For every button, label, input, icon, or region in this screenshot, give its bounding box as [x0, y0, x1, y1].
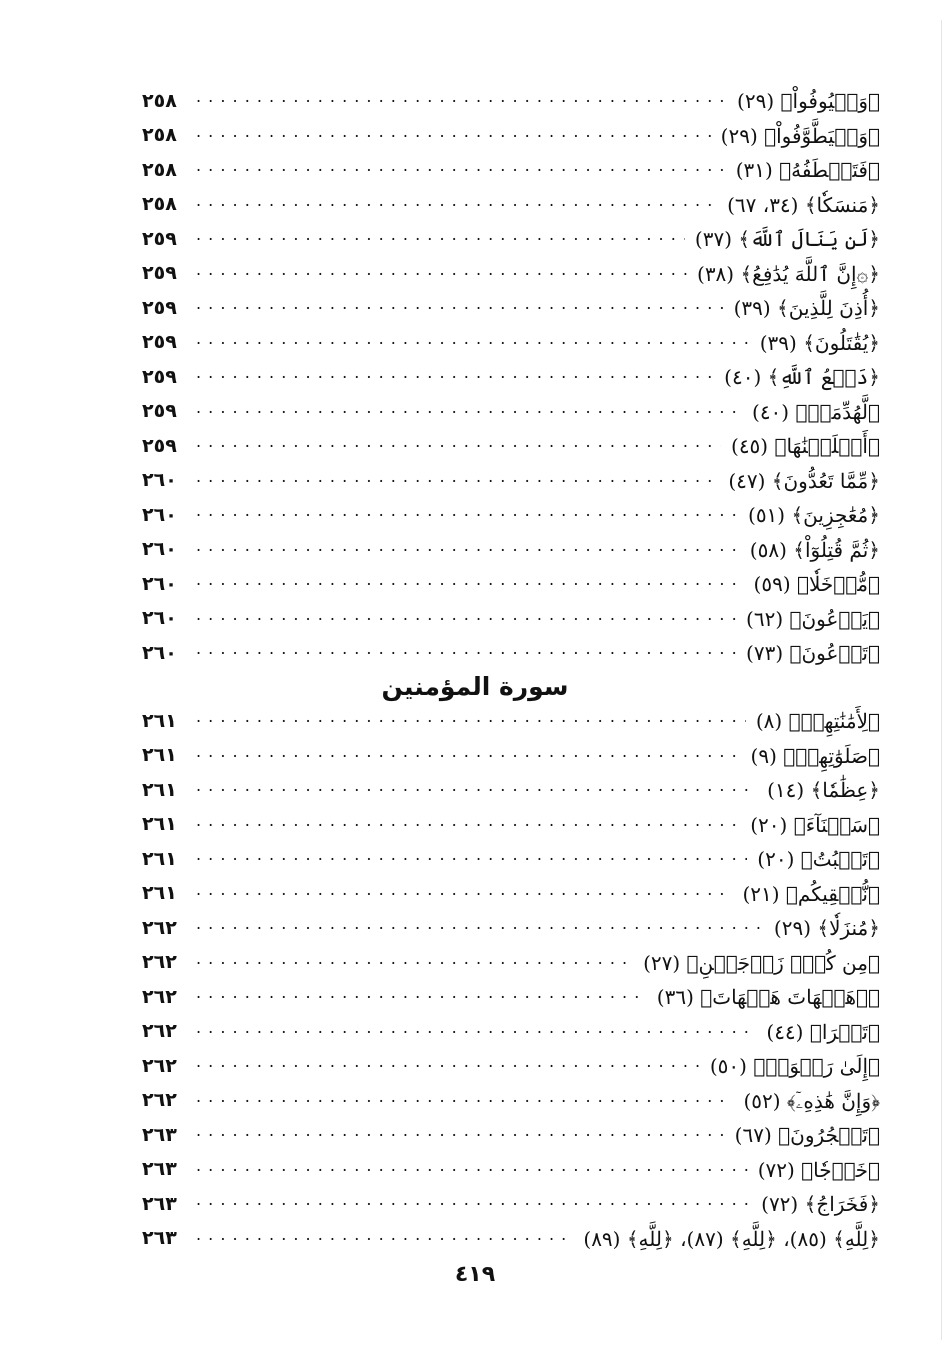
dot-leader — [196, 126, 711, 146]
entry-word: ﴿مَنسَكٗا﴾ (٣٤، ٦٧) — [727, 192, 880, 217]
dot-leader — [196, 987, 647, 1007]
dot-leader — [196, 333, 750, 353]
entry-word: ﴿تَتۡرَا﴾ (٤٤) — [766, 1019, 880, 1044]
index-entry — [142, 153, 880, 188]
entry-page-number: ٢٦١ — [142, 882, 177, 905]
entry-word: ﴿سَيۡنَآءَ﴾ (٢٠) — [750, 812, 880, 837]
entry-word: ﴿مُّدۡخَلٗا﴾ (٥٩) — [753, 572, 880, 597]
index-entry — [142, 602, 880, 637]
index-entry — [142, 395, 880, 430]
index-entry — [142, 464, 880, 499]
entry-word: ﴿نُّسۡقِيكُم﴾ (٢١) — [742, 881, 880, 906]
index-entry — [142, 1015, 880, 1050]
entry-page-number: ٢٦٣ — [142, 1123, 177, 1146]
dot-leader — [196, 849, 747, 869]
entry-word: ﴿مِن كُلّٖ زَوۡجَيۡنِ﴾ (٢٧) — [643, 950, 880, 975]
entry-word: ﴿فَخَرَاجُ﴾ (٧٢) — [761, 1192, 880, 1217]
dot-leader — [196, 609, 736, 629]
entry-page-number: ٢٦٣ — [142, 1227, 177, 1250]
entry-word: ﴿۞هَيۡهَاتَ هَيۡهَاتَ﴾ (٣٦) — [656, 985, 880, 1010]
entry-word: ﴿عِظَٰمٗا﴾ (١٤) — [767, 778, 880, 803]
dot-leader — [196, 1194, 751, 1214]
dot-leader — [196, 471, 718, 491]
entry-page-number: ٢٦٢ — [142, 1089, 177, 1112]
scan-margin-line — [941, 20, 942, 1340]
entry-page-number: ٢٥٨ — [142, 124, 177, 147]
entry-page-number: ٢٦٢ — [142, 951, 177, 974]
entry-word: ﴿إِلَىٰ رَبۡوَةٖ﴾ (٥٠) — [709, 1054, 880, 1079]
entry-word: ﴿دَفۡعُ ٱللَّهِ﴾ (٤٠) — [724, 365, 880, 390]
page-number: ٤١٩ — [454, 1262, 496, 1287]
entry-page-number: ٢٦٢ — [142, 1020, 177, 1043]
entry-word: ﴿لَن يَنَالَ ٱللَّهَ﴾ (٣٧) — [694, 227, 880, 252]
index-entry — [142, 1049, 880, 1084]
dot-leader — [196, 746, 741, 766]
index-entry — [142, 257, 880, 292]
entry-page-number: ٢٦٢ — [142, 1054, 177, 1077]
entry-page-number: ٢٦٢ — [142, 916, 177, 939]
dot-leader — [196, 298, 724, 318]
entry-page-number: ٢٦٠ — [142, 469, 177, 492]
index-entry — [142, 1153, 880, 1188]
entry-page-number: ٢٦١ — [142, 744, 177, 767]
entry-page-number: ٢٦١ — [142, 778, 177, 801]
entry-word: ﴿يُقَٰتَلُونَ﴾ (٣٩) — [759, 330, 880, 355]
entry-page-number: ٢٥٨ — [142, 193, 177, 216]
dot-leader — [196, 815, 740, 835]
entry-word: ﴿مُعَٰجِزِينَ﴾ (٥١) — [748, 503, 880, 528]
entry-word: ﴿خَرۡجٗا﴾ (٧٢) — [757, 1157, 880, 1182]
entry-page-number: ٢٥٩ — [142, 365, 177, 388]
dot-leader — [196, 884, 732, 904]
index-entry — [142, 877, 880, 912]
entry-page-number: ٢٥٩ — [142, 262, 177, 285]
dot-leader — [196, 1022, 756, 1042]
dot-leader — [196, 1091, 733, 1111]
entry-page-number: ٢٥٨ — [142, 158, 177, 181]
entry-page-number: ٢٥٩ — [142, 434, 177, 457]
dot-leader — [196, 540, 740, 560]
entry-page-number: ٢٦٠ — [142, 503, 177, 526]
index-entry — [142, 429, 880, 464]
entry-page-number: ٢٦٠ — [142, 538, 177, 561]
index-entry — [142, 119, 880, 154]
entry-word: ﴿صَلَوَٰتِهِمۡ﴾ (٩) — [750, 743, 880, 768]
index-entry — [142, 946, 880, 981]
dot-leader — [196, 1160, 748, 1180]
entry-word: ﴿وَلۡيَطَّوَّفُواْ﴾ (٢٩) — [720, 123, 880, 148]
entry-word: ﴿أُذِنَ لِلَّذِينَ﴾ (٣٩) — [733, 296, 880, 321]
dot-leader — [196, 229, 685, 249]
index-entry — [142, 773, 880, 808]
entry-page-number: ٢٦٣ — [142, 1192, 177, 1215]
entry-page-number: ٢٥٨ — [142, 89, 177, 112]
entry-word: ﴿يَدۡعُونَ﴾ (٦٢) — [746, 606, 880, 631]
entry-word: ﴿لِأَمَٰنَٰتِهِمۡ﴾ (٨) — [755, 709, 880, 734]
entry-word: ﴿وَلۡيُوفُواْ﴾ (٢٩) — [737, 89, 880, 114]
index-entry — [142, 808, 880, 843]
dot-leader — [196, 574, 744, 594]
entry-page-number: ٢٦٣ — [142, 1158, 177, 1181]
index-entry — [142, 980, 880, 1015]
entry-word: ﴿تَنۢبُتُ﴾ (٢٠) — [757, 847, 880, 872]
dot-leader — [196, 711, 746, 731]
dot-leader — [196, 402, 742, 422]
index-section-2 — [142, 704, 880, 1256]
dot-leader — [196, 1229, 573, 1249]
entry-word: ﴿مُنزَلٗا﴾ (٢٩) — [773, 916, 880, 941]
dot-leader — [196, 505, 738, 525]
entry-page-number: ٢٥٩ — [142, 400, 177, 423]
surah-title: سورة المؤمنين — [381, 672, 569, 701]
dot-leader — [196, 264, 687, 284]
index-entry — [142, 1118, 880, 1153]
index-entry — [142, 1084, 880, 1119]
entry-page-number: ٢٦٢ — [142, 985, 177, 1008]
dot-leader — [196, 1125, 725, 1145]
dot-leader — [196, 953, 633, 973]
index-entry — [142, 84, 880, 119]
entry-word: ﴿۞إِنَّ ٱللَّهَ يُدَٰفِعُ﴾ (٣٨) — [697, 261, 880, 286]
entry-word: ﴿لَّهُدِّمَتۡ﴾ (٤٠) — [752, 399, 880, 424]
dot-leader — [196, 1056, 700, 1076]
entry-page-number: ٢٥٩ — [142, 331, 177, 354]
dot-leader — [196, 195, 717, 215]
index-entry — [142, 567, 880, 602]
index-entry — [142, 704, 880, 739]
index-entry — [142, 1187, 880, 1222]
index-entry — [142, 842, 880, 877]
entry-word: ﴿تَهۡجُرُونَ﴾ (٦٧) — [734, 1123, 880, 1148]
index-entry — [142, 222, 880, 257]
dot-leader — [196, 160, 726, 180]
entry-page-number: ٢٥٩ — [142, 296, 177, 319]
entry-page-number: ٢٥٩ — [142, 227, 177, 250]
index-entry — [142, 636, 880, 671]
entry-page-number: ٢٦١ — [142, 709, 177, 732]
entry-word: ﴿فَتَخۡطَفُهُ﴾ (٣١) — [735, 158, 880, 183]
entry-word: ﴿ثُمَّ قُتِلُوٓاْ﴾ (٥٨) — [749, 537, 880, 562]
dot-leader — [196, 367, 714, 387]
entry-page-number: ٢٦٠ — [142, 572, 177, 595]
dot-leader — [196, 436, 721, 456]
dot-leader — [196, 918, 764, 938]
index-entry — [142, 326, 880, 361]
dot-leader — [196, 643, 736, 663]
entry-page-number: ٢٦١ — [142, 813, 177, 836]
entry-page-number: ٢٦١ — [142, 847, 177, 870]
entry-word: ﴿مِّمَّا تَعُدُّونَ﴾ (٤٧) — [728, 468, 880, 493]
index-entry — [142, 911, 880, 946]
index-entry — [142, 360, 880, 395]
index-entry — [142, 739, 880, 774]
index-entry — [142, 188, 880, 223]
entry-page-number: ٢٦٠ — [142, 607, 177, 630]
index-entry — [142, 533, 880, 568]
dot-leader — [196, 91, 727, 111]
entry-word: ﴿وَإِنَّ هَٰذِهِۦٓ﴾ (٥٢) — [743, 1088, 880, 1113]
entry-word: ﴿تَدۡعُونَ﴾ (٧٣) — [746, 641, 880, 666]
entry-word: ﴿لِلَّهِ﴾ (٨٥)، ﴿لِلَّهِ﴾ (٨٧)، ﴿لِلَّهِ﴾ (٨٩) — [583, 1226, 880, 1251]
index-entry — [142, 1222, 880, 1257]
index-entry — [142, 498, 880, 533]
entry-word: ﴿أَهۡلَكۡنَٰهَا﴾ (٤٥) — [731, 434, 880, 459]
dot-leader — [196, 780, 757, 800]
index-section-1 — [142, 84, 880, 671]
entry-page-number: ٢٦٠ — [142, 641, 177, 664]
index-entry — [142, 291, 880, 326]
